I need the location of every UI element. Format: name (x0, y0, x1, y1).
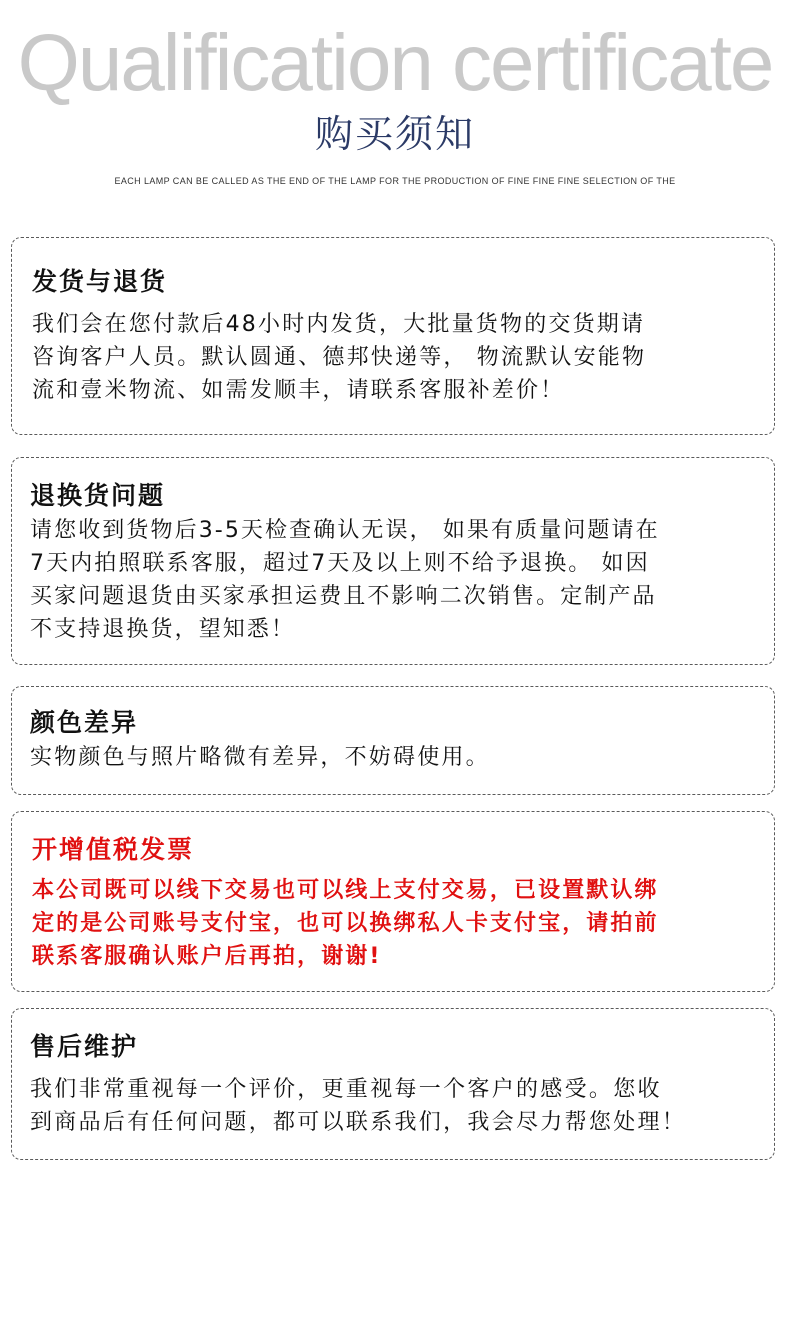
page-title-chinese: 购买须知 (314, 112, 475, 156)
card-body-line: 不支持退换货，望知悉！ (30, 617, 296, 642)
card-title: 颜色差异 (30, 708, 139, 737)
card-body-line: 定的是公司账号支付宝，也可以换绑私人卡支付宝，请拍前 (32, 911, 659, 936)
card-title: 开增值税发票 (32, 835, 195, 864)
notice-card-after-sales (11, 1008, 775, 1160)
notice-card-exchange-issues (11, 457, 775, 665)
page-header (0, 0, 790, 200)
card-body-line: 买家问题退货由买家承担运费且不影响二次销售。定制产品 (30, 584, 657, 609)
card-body-line: 到商品后有任何问题，都可以联系我们，我会尽力帮您处理！ (30, 1110, 687, 1135)
header-tagline: EACH LAMP CAN BE CALLED AS THE END OF THE LAMP FOR THE PRODUCTION OF FINE FINE FINE SELECTION OF THE (114, 176, 676, 186)
card-body-line: 7天内拍照联系客服，超过7天及以上则不给予退换。 如因 (30, 551, 650, 576)
card-body-line: 我们会在您付款后48小时内发货，大批量货物的交货期请 (32, 312, 646, 337)
card-body-line: 联系客服确认账户后再拍，谢谢! (32, 944, 382, 969)
card-body-line: 我们非常重视每一个评价，更重视每一个客户的感受。您收 (30, 1077, 662, 1102)
card-title: 发货与退货 (32, 267, 168, 296)
notice-card-shipping-returns (11, 237, 775, 435)
card-body (32, 308, 760, 407)
card-body-line: 咨询客户人员。默认圆通、德邦快递等， 物流默认安能物 (32, 345, 647, 370)
card-title: 退换货问题 (30, 481, 166, 510)
card-body-line: 实物颜色与照片略微有差异，不妨碍使用。 (30, 745, 490, 770)
card-body (30, 1073, 760, 1139)
card-body (30, 741, 760, 774)
notice-card-vat-invoice (11, 811, 775, 992)
card-body (32, 874, 760, 973)
notice-card-color-difference (11, 686, 775, 795)
card-body (30, 514, 760, 646)
card-title: 售后维护 (30, 1032, 139, 1061)
card-body-line: 请您收到货物后3-5天检查确认无误， 如果有质量问题请在 (30, 518, 660, 543)
page-title-english: Qualification certificate (17, 18, 773, 107)
card-body-line: 流和壹米物流、如需发顺丰，请联系客服补差价！ (32, 378, 565, 403)
card-body-line: 本公司既可以线下交易也可以线上支付交易，已设置默认绑 (32, 878, 659, 903)
